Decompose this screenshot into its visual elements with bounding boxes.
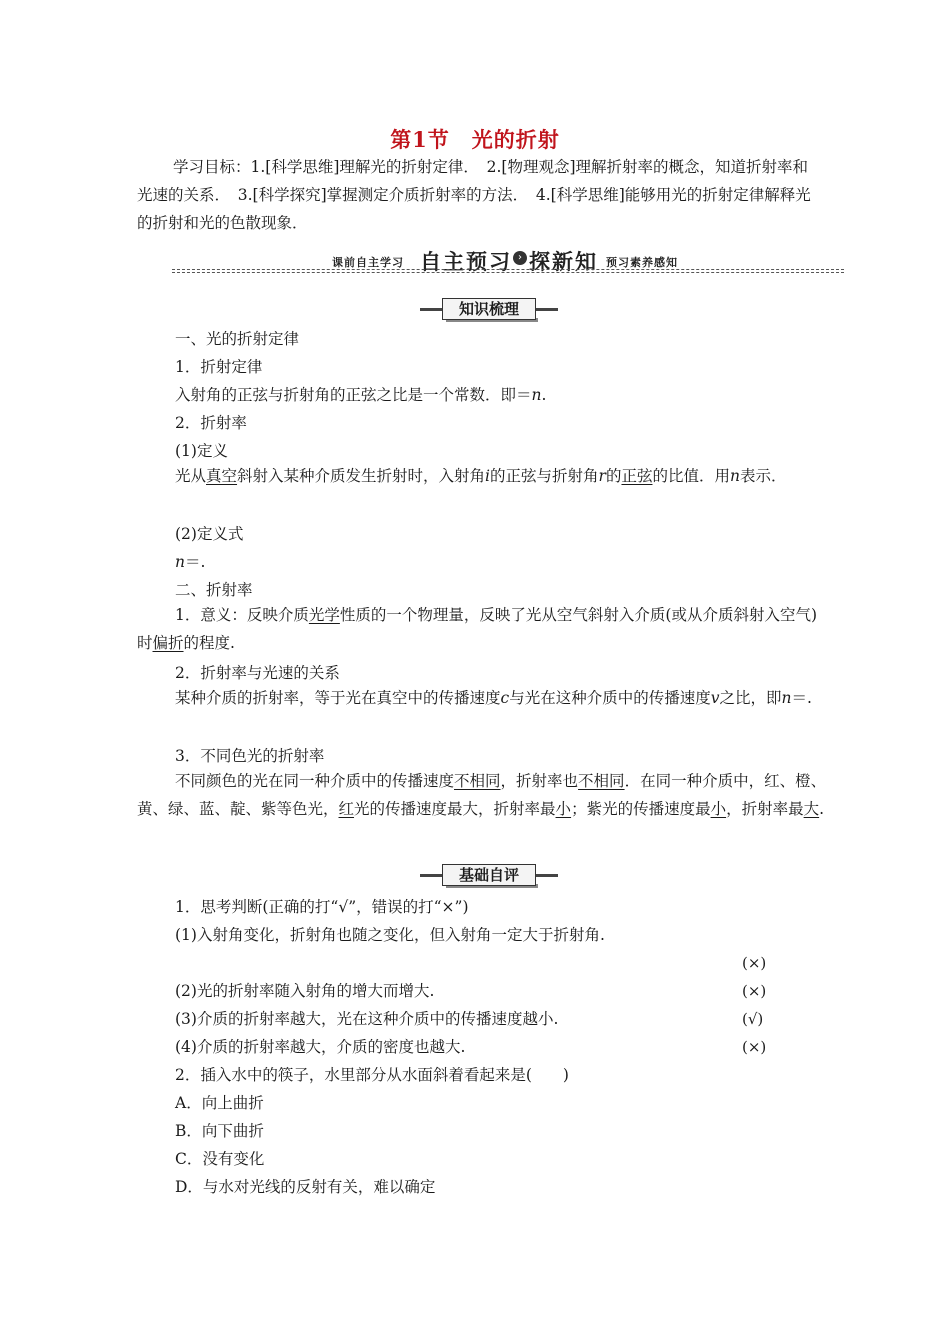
question-1-item-3-mark: (√) [742, 1010, 764, 1028]
banner-title-1: 自主预习 [420, 250, 512, 274]
colors-text: 不同颜色的光在同一种介质中的传播速度不相同，折射率也不相同．在同一种介质中，红、橙、黄、绿、蓝、靛、紫等色光，红光的传播速度最大，折射率最小；紫光的传播速度最小，折射率最大. [137, 772, 827, 818]
option-a: A．向上曲折 [175, 1094, 264, 1112]
question-1-item-1: (1)入射角变化，折射角也随之变化，但入射角一定大于折射角. [175, 926, 605, 944]
question-1-item-4-mark: (×) [742, 1038, 767, 1056]
section-heading-knowledge [420, 298, 558, 322]
question-1-item-2: (2)光的折射率随入射角的增大而增大. [175, 982, 435, 1000]
heading-refraction-law: 一、光的折射定律 [175, 330, 300, 348]
question-1-item-1-mark: (×) [742, 954, 767, 972]
question-1-item-4: (4)介质的折射率越大，介质的密度也越大. [175, 1038, 466, 1056]
option-b: B．向下曲折 [175, 1122, 264, 1140]
section-heading-self-test [420, 864, 558, 888]
subheading-law: 1．折射定律 [175, 358, 263, 376]
learning-goals: 学习目标：1.[科学思维]理解光的折射定律． 2.[物理观念]理解折射率的概念，知道折射率和光速的关系． 3.[科学探究]掌握测定介质折射率的方法． 4.[科学思维]能够用光的折射定律解释光的折射和光的色散现象． [137, 158, 811, 232]
speed-text: 某种介质的折射率，等于光在真空中的传播速度c与光在这种介质中的传播速度v之比，即n＝. [175, 689, 812, 707]
banner-title-2: 探新知 [529, 250, 598, 274]
formula-label: (2)定义式 [175, 525, 244, 543]
page-title: 第1节 光的折射 [390, 127, 560, 152]
subheading-index: 2．折射率 [175, 414, 247, 432]
definition-label: (1)定义 [175, 442, 228, 460]
banner-left-label: 课前自主学习 [332, 256, 404, 269]
section-heading-label: 基础自评 [442, 864, 536, 886]
law-statement: 入射角的正弦与折射角的正弦之比是一个常数．即＝n. [175, 386, 547, 404]
section-banner [172, 242, 844, 276]
formula: n＝. [175, 553, 206, 571]
option-d: D．与水对光线的反射有关，难以确定 [175, 1178, 436, 1196]
definition-text: 光从真空斜射入某种介质发生折射时，入射角i的正弦与折射角r的正弦的比值．用n表示． [175, 467, 787, 485]
question-1-item-2-mark: (×) [742, 982, 767, 1000]
banner-divider [172, 269, 844, 273]
option-c: C．没有变化 [175, 1150, 265, 1168]
section-heading-label: 知识梳理 [442, 298, 536, 320]
question-1-item-3: (3)介质的折射率越大，光在这种介质中的传播速度越小. [175, 1010, 559, 1028]
heading-refractive-index: 二、折射率 [175, 581, 253, 599]
meaning-text: 1．意义：反映介质光学性质的一个物理量，反映了光从空气斜射入介质(或从介质斜射入空气)时偏折的程度. [137, 606, 817, 652]
subheading-colors: 3．不同色光的折射率 [175, 747, 325, 765]
banner-right-label: 预习素养感知 [606, 256, 678, 269]
question-2: 2．插入水中的筷子，水里部分从水面斜着看起来是( ) [175, 1066, 569, 1084]
question-1: 1．思考判断(正确的打“√”，错误的打“×”) [175, 898, 469, 916]
subheading-speed: 2．折射率与光速的关系 [175, 664, 340, 682]
arrow-icon: › [513, 251, 527, 265]
